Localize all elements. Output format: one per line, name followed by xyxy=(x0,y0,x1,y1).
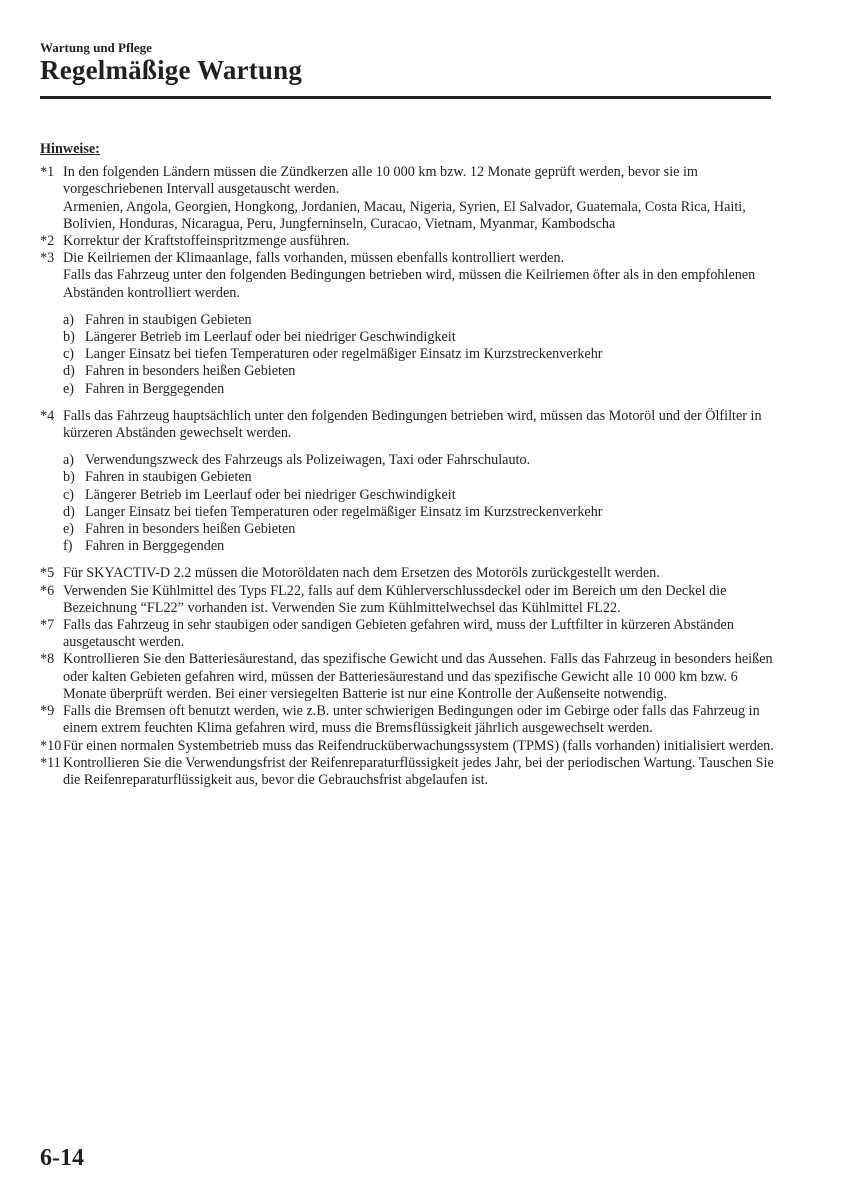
condition-letter: f) xyxy=(63,538,73,555)
note-marker: *7 xyxy=(40,617,55,634)
note-marker: *8 xyxy=(40,651,55,668)
condition-text: Fahren in Berggegenden xyxy=(85,380,225,397)
condition-letter: b) xyxy=(63,469,75,486)
note-paragraph: Falls die Bremsen oft benutzt werden, wie z.B. unter schwierigen Bedingungen oder im Gebirge oder falls das Fahrzeug in einem extrem feuchten Klima gefahren wird, muss die Bremsflüssigkeit jährlich ausgewechselt werden. xyxy=(63,703,760,737)
note-body xyxy=(63,164,780,233)
condition-item xyxy=(63,312,780,329)
condition-letter: d) xyxy=(63,503,75,520)
note-body xyxy=(63,250,780,408)
note-item xyxy=(40,408,780,566)
page-title: Regelmäßige Wartung xyxy=(40,55,303,85)
note-body xyxy=(63,408,780,566)
condition-letter: a) xyxy=(63,311,75,328)
note-item xyxy=(40,583,780,617)
note-paragraph: Kontrollieren Sie die Verwendungsfrist der Reifenreparaturflüssigkeit jedes Jahr, bei der periodischen Wartung. Tauschen Sie die Reifenreparaturflüssigkeit aus, bevor die Gebrauchsfrist abgelaufen ist. xyxy=(63,754,774,788)
page-number: 6-14 xyxy=(40,1145,84,1171)
note-marker: *4 xyxy=(40,407,55,424)
note-paragraph: Kontrollieren Sie den Batteriesäurestand, das spezifische Gewicht und das Aussehen. Falls das Fahrzeug in besonders heißen oder kalten Gebieten gefahren wird, müssen der Batteriesäurestand und das spezifische Gewicht alle 10 000 km bzw. 6 Monate überprüft werden. Bei einer versiegelten Batterie ist nur eine Kontrolle der Außenseite notwendig. xyxy=(63,651,773,702)
note-paragraph: Für SKYACTIV-D 2.2 müssen die Motoröldaten nach dem Ersetzen des Motoröls zurückgestellt werden. xyxy=(63,565,660,582)
note-paragraph: In den folgenden Ländern müssen die Zündkerzen alle 10 000 km bzw. 12 Monate geprüft werden, bevor sie im vorgeschriebenen Intervall ausgetauscht werden. xyxy=(63,164,698,198)
condition-text: Fahren in besonders heißen Gebieten xyxy=(85,521,296,538)
note-item xyxy=(40,250,780,408)
note-body xyxy=(63,617,780,651)
note-paragraph: Falls das Fahrzeug hauptsächlich unter den folgenden Bedingungen betrieben wird, müssen das Motoröl und der Ölfilter in kürzeren Abständen gewechselt werden. xyxy=(63,407,762,442)
note-marker: *1 xyxy=(40,164,55,181)
note-item xyxy=(40,651,780,703)
condition-text: Verwendungszweck des Fahrzeugs als Polizeiwagen, Taxi oder Fahrschulauto. xyxy=(85,452,531,469)
note-paragraph: Die Keilriemen der Klimaanlage, falls vorhanden, müssen ebenfalls kontrolliert werden. xyxy=(63,250,565,267)
condition-text: Fahren in staubigen Gebieten xyxy=(85,311,252,328)
note-item xyxy=(40,617,780,651)
notes-content xyxy=(40,141,780,789)
condition-item xyxy=(63,521,780,538)
notes-heading: Hinweise: xyxy=(40,141,100,157)
note-paragraph: Für einen normalen Systembetrieb muss das Reifendrucküberwachungssystem (TPMS) (falls vorhanden) initialisiert werden. xyxy=(63,737,774,754)
note-body xyxy=(63,703,780,737)
note-paragraph: Falls das Fahrzeug in sehr staubigen oder sandigen Gebieten gefahren wird, muss der Luftfilter in kürzeren Abständen ausgetauscht werden. xyxy=(63,617,734,651)
note-marker: *10 xyxy=(40,737,62,754)
condition-list xyxy=(63,452,780,555)
condition-list xyxy=(63,312,780,398)
notes-list xyxy=(40,164,780,789)
condition-item xyxy=(63,329,780,346)
condition-letter: a) xyxy=(63,452,75,469)
condition-item xyxy=(63,363,780,380)
condition-item xyxy=(63,504,780,521)
condition-item xyxy=(63,469,780,486)
condition-item xyxy=(63,487,780,504)
note-item xyxy=(40,164,780,233)
note-marker: *11 xyxy=(40,754,61,771)
note-body xyxy=(63,565,780,582)
condition-text: Längerer Betrieb im Leerlauf oder bei niedriger Geschwindigkeit xyxy=(85,329,456,346)
note-paragraph: Korrektur der Kraftstoffeinspritzmenge ausführen. xyxy=(63,233,350,250)
condition-text: Langer Einsatz bei tiefen Temperaturen oder regelmäßiger Einsatz im Kurzstreckenverkehr xyxy=(85,503,603,520)
condition-letter: c) xyxy=(63,486,75,503)
note-body xyxy=(63,233,780,250)
note-body xyxy=(63,651,780,703)
section-label: Wartung und Pflege xyxy=(40,40,152,55)
note-item xyxy=(40,738,780,755)
note-paragraph: Armenien, Angola, Georgien, Hongkong, Jordanien, Macau, Nigeria, Syrien, El Salvador, Guatemala, Costa Rica, Haiti, Bolivien, Honduras, Nicaragua, Peru, Jungferninseln, Curacao, Vietnam, Myanmar, Kambodscha xyxy=(63,198,746,232)
note-item xyxy=(40,233,780,250)
condition-letter: e) xyxy=(63,380,75,397)
condition-text: Längerer Betrieb im Leerlauf oder bei niedriger Geschwindigkeit xyxy=(85,486,456,503)
note-item xyxy=(40,565,780,582)
note-marker: *5 xyxy=(40,565,55,582)
condition-letter: d) xyxy=(63,363,75,380)
note-paragraph: Verwenden Sie Kühlmittel des Typs FL22, falls auf dem Kühlerverschlussdeckel oder im Bereich um den Deckel die Bezeichnung “FL22” vorhanden ist. Verwenden Sie zum Kühlmittelwechsel das Kühlmittel FL22. xyxy=(63,582,727,616)
note-paragraph: Falls das Fahrzeug unter den folgenden Bedingungen betrieben wird, müssen die Keilriemen öfter als in den empfohlenen Abständen kontrolliert werden. xyxy=(63,267,756,301)
condition-item xyxy=(63,346,780,363)
note-marker: *9 xyxy=(40,703,55,720)
condition-item xyxy=(63,538,780,555)
note-item xyxy=(40,703,780,737)
condition-text: Fahren in besonders heißen Gebieten xyxy=(85,363,296,380)
note-marker: *2 xyxy=(40,233,55,250)
condition-item xyxy=(63,452,780,469)
condition-text: Fahren in staubigen Gebieten xyxy=(85,469,252,486)
note-body xyxy=(63,583,780,617)
note-marker: *3 xyxy=(40,250,55,267)
note-marker: *6 xyxy=(40,582,55,599)
condition-letter: c) xyxy=(63,346,75,363)
condition-text: Langer Einsatz bei tiefen Temperaturen oder regelmäßiger Einsatz im Kurzstreckenverkehr xyxy=(85,346,603,363)
note-body xyxy=(63,738,780,755)
condition-item xyxy=(63,381,780,398)
condition-letter: e) xyxy=(63,521,75,538)
title-rule xyxy=(40,96,771,99)
note-item xyxy=(40,755,780,789)
condition-text: Fahren in Berggegenden xyxy=(85,538,225,555)
note-body xyxy=(63,755,780,789)
condition-letter: b) xyxy=(63,329,75,346)
